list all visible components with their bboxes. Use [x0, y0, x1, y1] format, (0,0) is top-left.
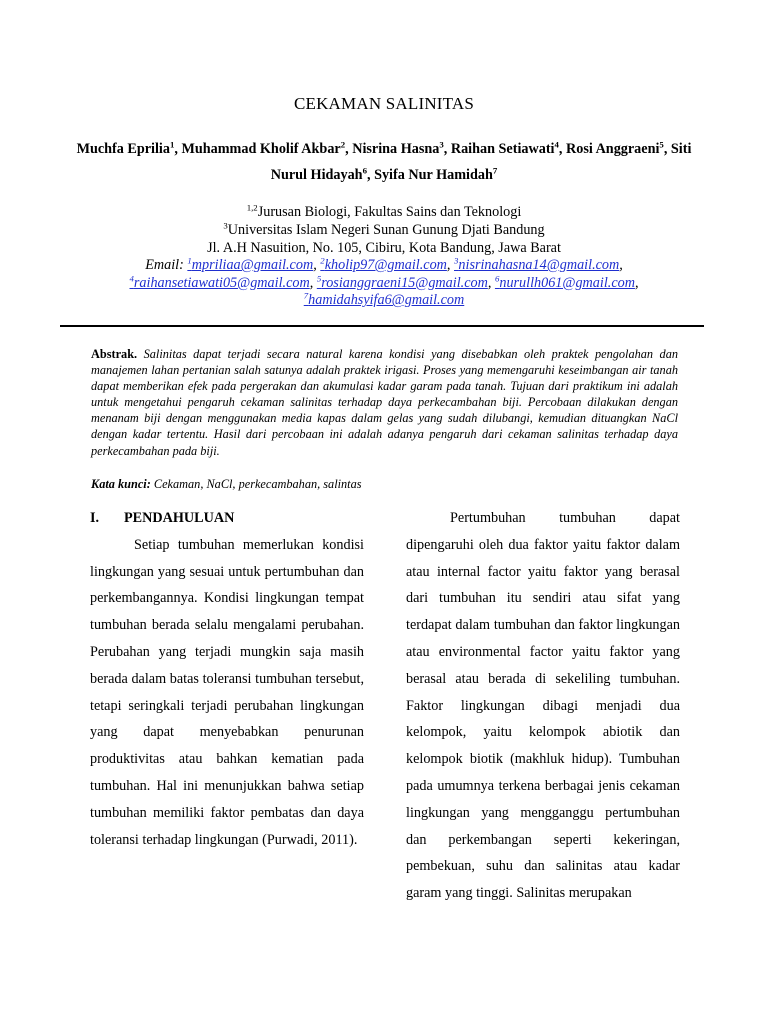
email-address: hamidahsyifa6@gmail.com	[308, 292, 465, 309]
author-affil-mark: 5	[659, 139, 664, 150]
email-address: nisrinahasna14@gmail.com	[458, 257, 620, 273]
email-mark: 5	[316, 272, 322, 283]
email-address: kholip97@gmail.com	[324, 257, 447, 273]
email-mark: 3	[454, 255, 459, 266]
email-link[interactable]	[129, 272, 310, 291]
abstract	[91, 346, 678, 459]
author-name: Nisrina Hasna	[352, 141, 440, 157]
keywords	[91, 476, 678, 492]
left-column	[90, 505, 364, 853]
author-affil-mark: 6	[362, 165, 367, 176]
author-name: Siti Nurul Hidayah	[270, 141, 692, 183]
body-paragraph: Pertumbuhan tumbuhan dapat dipengaruhi oleh dua faktor yaitu faktor dalam atau internal factor yaitu faktor yang berasal dari tumbuhan itu sendiri atau sifat yang terdapat dalam tumbuhan dan faktor lingkungan atau environmental factor yaitu faktor yang berasal atau berada di sekeliling tumbuhan. Faktor lingkungan dibagi menjadi dua kelompok, yaitu kelompok abiotik dan kelompok biotik (makhluk hidup). Tumbuhan pada umumnya terkena berbagai jenis cekaman lingkungan yang mengganggu pertumbuhan dan perkembangan seperti kekeringan, pembekuan, suhu dan salinitas atau kadar garam yang tinggi. Salinitas merupakan	[406, 510, 680, 902]
author-affil-mark: 4	[554, 139, 559, 150]
paper-title: CEKAMAN SALINITAS	[293, 94, 475, 113]
email-label: Email:	[145, 257, 184, 273]
affiliation-line	[60, 203, 708, 221]
header-divider	[60, 325, 704, 327]
email-address: rosianggraeni15@gmail.com	[321, 274, 488, 291]
email-link[interactable]	[316, 272, 488, 291]
email-link[interactable]	[494, 272, 635, 291]
email-address: nurullh061@gmail.com	[499, 274, 635, 291]
author-affil-mark: 1	[169, 139, 175, 150]
email-mark: 1	[187, 255, 192, 266]
affiliation-text: Jurusan Biologi, Fakultas Sains dan Teknologi	[257, 204, 522, 220]
author-affil-mark: 2	[340, 139, 346, 150]
affiliation-line	[60, 239, 708, 257]
email-mark: 2	[320, 255, 325, 266]
abstract-label: Abstrak.	[91, 347, 138, 361]
email-address: mpriliaa@gmail.com	[191, 257, 314, 273]
email-link[interactable]	[304, 292, 465, 308]
email-link[interactable]	[320, 257, 447, 273]
email-link[interactable]	[187, 257, 313, 273]
right-column	[406, 505, 680, 907]
section-number: I.	[90, 510, 100, 526]
author-affil-mark: 7	[492, 165, 498, 176]
section-title: PENDAHULUAN	[124, 510, 235, 526]
keywords-label: Kata kunci:	[91, 477, 151, 491]
body-paragraph: Setiap tumbuhan memerlukan kondisi lingkungan yang sesuai untuk pertumbuhan dan perkembangannya. Kondisi lingkungan tempat tumbuhan berada selalu mengalami perubahan. Perubahan yang terjadi mungkin saja masih berada dalam batas toleransi tumbuhan tersebut, tetapi seringkali terjadi perubahan lingkungan yang dapat menyebabkan penurunan produktivitas atau bahkan kematian pada tumbuhan. Hal ini menunjukkan bahwa setiap tumbuhan memiliki faktor pembatas dan daya toleransi terhadap lingkungan (Purwadi, 2011).	[90, 536, 364, 848]
abstract-text: Salinitas dapat terjadi secara natural karena kondisi yang disebabkan oleh praktek pengolahan dan manajemen lahan pertanian salah satunya adalah praktek irigasi. Proses yang memengaruhi keseimbangan air tanah dapat memberikan efek pada pergerakan dan akumulasi kadar garam pada tanah. Tujuan dari praktikum ini adalah untuk mengetahui pengaruh cekaman salinitas terhadap daya perkecambahan biji. Percobaan dilakukan dengan menanam biji dengan menggunakan media kapas dalam gelas yang sudah dilubangi, kemudian dituangkan NaCl dengan kadar tertentu. Hasil dari percobaan ini adalah adanya pengaruh dari cekaman salinitas terhadap daya perkecambahan pada biji.	[91, 347, 678, 458]
affiliation-mark: 3	[223, 220, 228, 231]
email-mark: 4	[129, 272, 134, 283]
keywords-text: Cekaman, NaCl, perkecambahan, salintas	[153, 477, 362, 491]
email-link[interactable]	[454, 257, 619, 273]
section-heading	[90, 505, 364, 532]
author-list: Muchfa Eprilia$^1$, Muhammad Kholif Akbar$^2$, Nisrina Hasna$^3$, Raihan Setiawati$^4$, Rosi Anggraeni$^5$, Siti Nurul Hidayah$^6$, Syifa Nur Hamidah$^7$	[76, 139, 692, 183]
affiliation-address: Jl. A.H Nasuition, No. 105, Cibiru, Kota Bandung, Jawa Barat	[207, 240, 561, 257]
affiliation-mark: 1,2	[246, 202, 258, 213]
email-mark: 6	[494, 272, 500, 283]
email-address: raihansetiawati05@gmail.com	[133, 274, 310, 291]
author-name: Syifa Nur Hamidah	[374, 167, 493, 183]
email-mark: 7	[303, 290, 309, 301]
affiliation-text: Universitas Islam Negeri Sunan Gunung Djati Bandung	[227, 222, 545, 239]
affiliation-block	[60, 203, 708, 258]
email-block: Email: $^1$mpriliaa@gmail.com, $^2$kholip97@gmail.com, $^3$nisrinahasna14@gmail.com, $^4$raihansetiawati05@gmail.com, $^5$rosianggraeni15@gmail.com, $^6$nurullh061@gmail.com, $^7$hamidahsyifa6@gmail.com	[129, 255, 639, 309]
author-name: Raihan Setiawati	[450, 141, 555, 157]
affiliation-line	[60, 221, 708, 239]
author-name: Muhammad Kholif Akbar	[181, 141, 341, 157]
author-name: Muchfa Eprilia	[76, 141, 170, 157]
author-name: Rosi Anggraeni	[566, 141, 660, 157]
author-affil-mark: 3	[439, 139, 444, 150]
